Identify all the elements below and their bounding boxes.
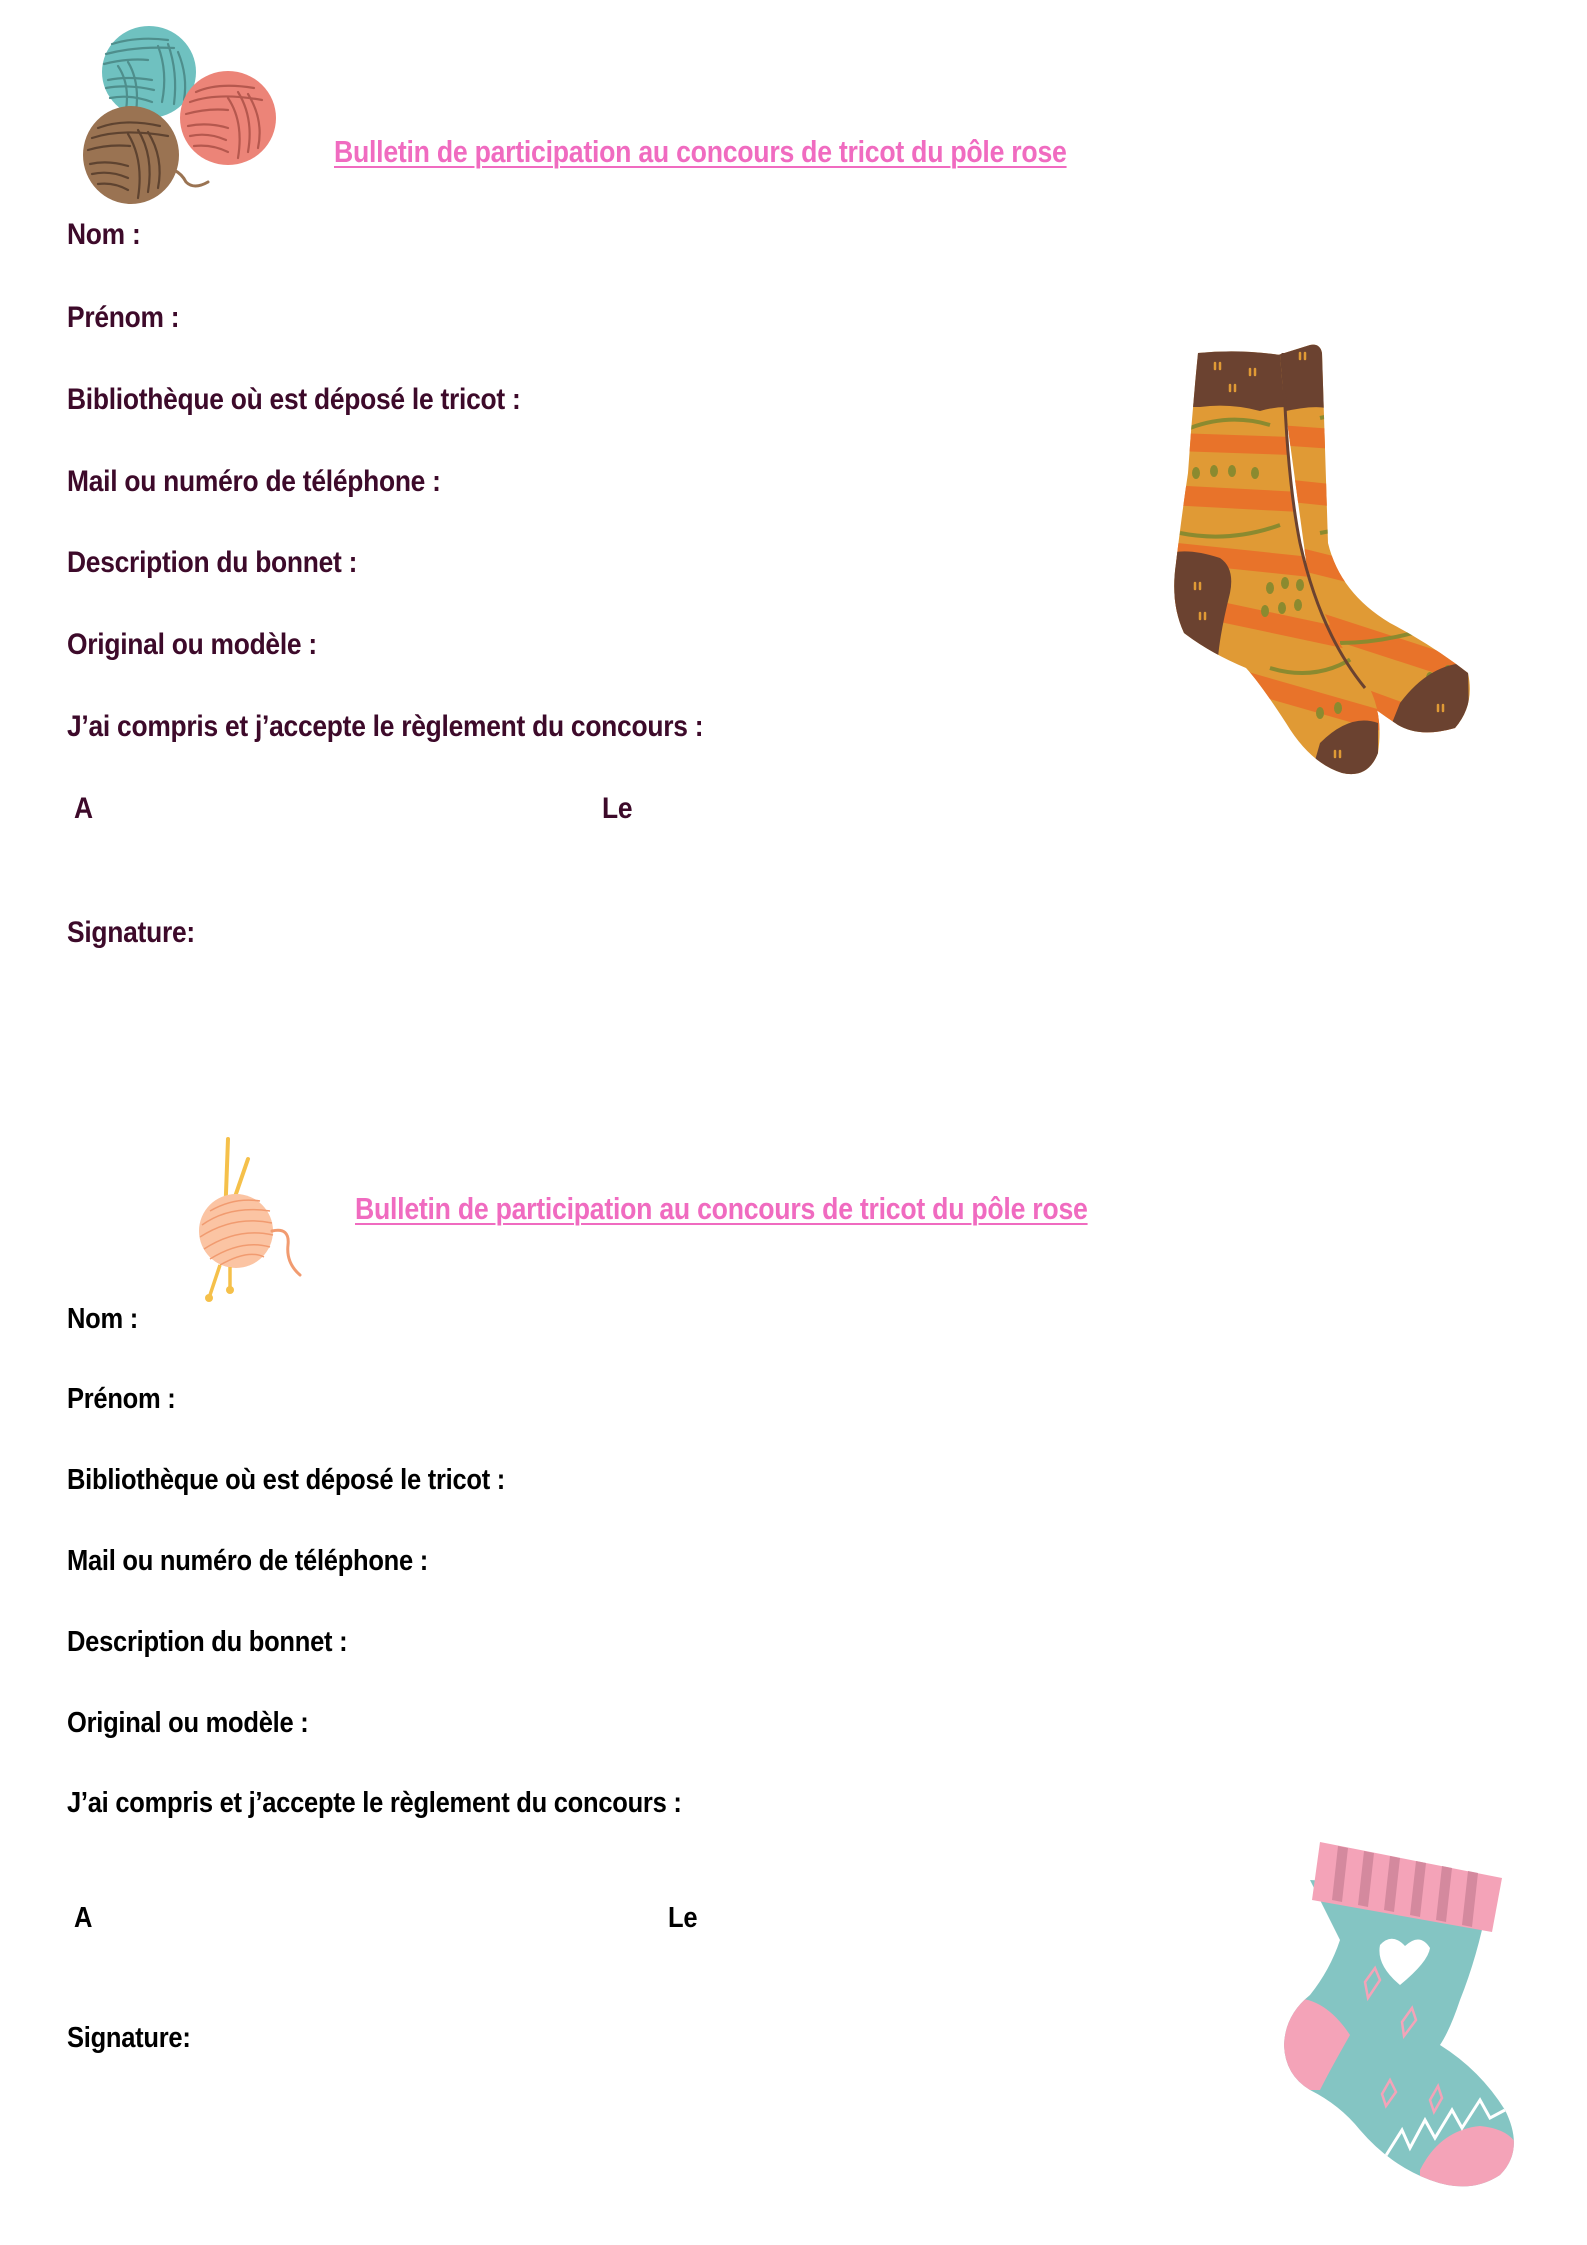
field-bibliotheque-label: Bibliothèque où est déposé le tricot : bbox=[67, 1464, 506, 1496]
field-contact-label: Mail ou numéro de téléphone : bbox=[67, 1545, 428, 1577]
field-nom-label: Nom : bbox=[67, 218, 141, 251]
yarn-balls-icon bbox=[78, 22, 283, 207]
form-title: Bulletin de participation au concours de tricot du pôle rose bbox=[334, 134, 1067, 169]
field-bibliotheque-label: Bibliothèque où est déposé le tricot : bbox=[67, 383, 521, 416]
place-label: A bbox=[74, 1902, 93, 1934]
field-description-label: Description du bonnet : bbox=[67, 1626, 348, 1658]
signature-label: Signature: bbox=[67, 2022, 191, 2054]
field-original-label: Original ou modèle : bbox=[67, 628, 317, 661]
socks-pair-icon bbox=[1170, 333, 1470, 778]
date-label: Le bbox=[668, 1902, 698, 1934]
field-reglement-label: J’ai compris et j’accepte le règlement du concours : bbox=[67, 1787, 682, 1819]
field-prenom-label: Prénom : bbox=[67, 301, 180, 334]
field-nom-label: Nom : bbox=[67, 1303, 138, 1335]
place-label: A bbox=[74, 792, 93, 825]
date-label: Le bbox=[602, 792, 633, 825]
form-title: Bulletin de participation au concours de tricot du pôle rose bbox=[355, 1191, 1088, 1226]
field-prenom-label: Prénom : bbox=[67, 1383, 176, 1415]
field-original-label: Original ou modèle : bbox=[67, 1707, 309, 1739]
field-description-label: Description du bonnet : bbox=[67, 546, 358, 579]
teal-yarn-ball bbox=[102, 26, 196, 118]
coral-yarn-ball bbox=[180, 71, 276, 165]
field-reglement-label: J’ai compris et j’accepte le règlement du concours : bbox=[67, 710, 704, 743]
sock-icon bbox=[1280, 1830, 1520, 2210]
yarn-ball-needles-icon bbox=[190, 1135, 310, 1305]
signature-label: Signature: bbox=[67, 916, 195, 949]
field-contact-label: Mail ou numéro de téléphone : bbox=[67, 465, 441, 498]
